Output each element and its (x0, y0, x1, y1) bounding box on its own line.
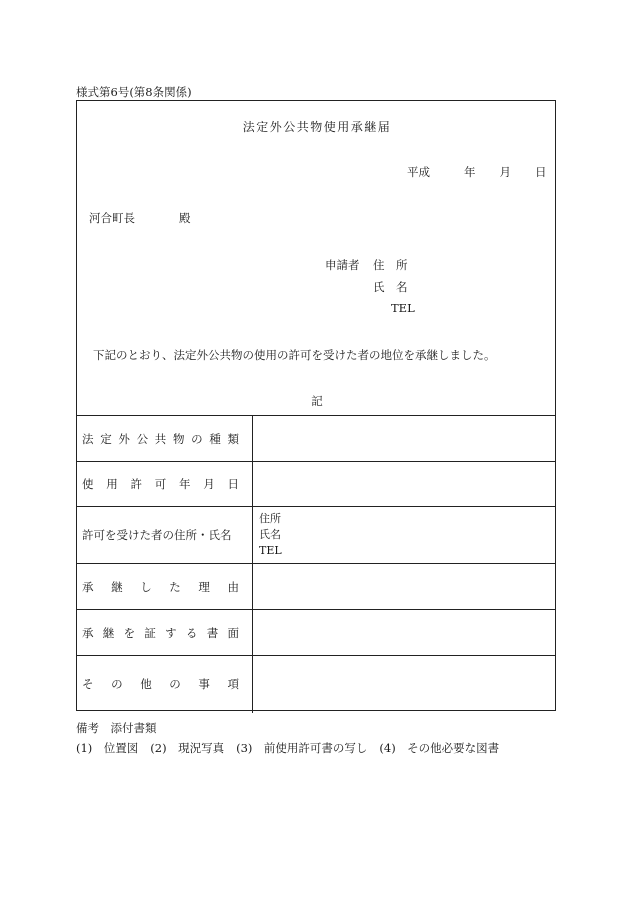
row-value-cell[interactable] (253, 656, 557, 713)
attachment-item: (3) 前使用許可書の写し (236, 741, 368, 755)
row-label-cell (76, 507, 253, 564)
label-char: 由 (227, 579, 239, 594)
attachment-item: (4) その他必要な図書 (379, 741, 500, 755)
row-label (82, 476, 239, 492)
row-label-cell (76, 462, 253, 507)
table-row (76, 416, 556, 462)
label-char: 法 (82, 431, 94, 446)
row-value-line: 住所 (259, 512, 281, 525)
row-label-cell (76, 656, 253, 713)
table-row (76, 462, 556, 507)
label-char: 承 (82, 579, 94, 594)
row-label-cell (76, 564, 253, 610)
label-char: を (123, 625, 136, 640)
row-label (82, 625, 239, 641)
label-char: 使 (82, 477, 94, 491)
form-title: 法定外公共物使用承継届 (242, 120, 392, 134)
label-char: 月 (203, 477, 215, 491)
date-era: 平成 (407, 165, 430, 179)
label-char: 許 (130, 477, 142, 491)
table-row (76, 507, 556, 564)
label-char: 理 (198, 579, 210, 594)
remarks-title: 備考 添付書類 (76, 721, 157, 735)
applicant-name-label: 氏 名 (373, 280, 408, 294)
form-frame (76, 100, 556, 711)
label-char: 外 (118, 431, 130, 446)
label-char: 事 (198, 677, 210, 692)
row-value-cell[interactable] (253, 507, 557, 564)
form-code: 様式第6号(第8条関係) (76, 85, 192, 99)
attachment-item: (1) 位置図 (76, 741, 139, 755)
table-row (76, 564, 556, 610)
label-char: る (185, 625, 198, 640)
row-label (82, 676, 239, 692)
label-char: 可 (154, 477, 167, 491)
row-label-cell (76, 416, 253, 462)
addressee-suffix: 殿 (179, 211, 191, 225)
row-value-line: TEL (259, 544, 282, 557)
date-line (407, 164, 547, 180)
label-char: 継 (102, 625, 115, 640)
row-value-cell[interactable] (253, 564, 557, 610)
label-char: 証 (144, 625, 156, 640)
label-char: 面 (227, 625, 239, 640)
label-char: 書 (206, 625, 219, 640)
addressee (89, 210, 191, 226)
label-char: 他 (140, 677, 152, 692)
label-char: の (111, 677, 123, 692)
attachment-item: (2) 現況写真 (150, 741, 225, 755)
date-day: 日 (535, 165, 547, 179)
label-char: そ (82, 677, 94, 692)
row-label (82, 579, 239, 595)
label-char: た (169, 579, 181, 594)
table-row (76, 656, 556, 713)
label-char: 共 (154, 431, 167, 446)
row-value-cell[interactable] (253, 462, 557, 507)
label-char: し (140, 579, 152, 594)
row-label: 許可を受けた者の住所・氏名 (82, 528, 232, 542)
label-char: の (191, 431, 203, 446)
label-char: す (165, 625, 177, 640)
row-value-cell[interactable] (253, 416, 557, 462)
label-char: 日 (227, 477, 239, 491)
applicant-tel-label: TEL (391, 301, 415, 315)
applicant-address-label: 住 所 (373, 258, 408, 272)
label-char: 年 (179, 477, 191, 491)
date-year: 年 (464, 165, 476, 179)
row-value-line: 氏名 (259, 528, 281, 541)
label-char: 承 (82, 625, 94, 640)
addressee-name: 河合町長 (89, 211, 135, 225)
label-char: 継 (111, 579, 123, 594)
label-char: 類 (227, 431, 239, 446)
row-label (82, 431, 239, 447)
label-char: 公 (136, 431, 149, 446)
ki-heading: 記 (311, 394, 323, 408)
applicant-label: 申請者 (325, 258, 360, 272)
label-char: 項 (227, 677, 239, 692)
row-label-cell (76, 610, 253, 656)
table-row (76, 610, 556, 656)
row-value-cell[interactable] (253, 610, 557, 656)
label-char: 種 (209, 431, 221, 446)
label-char: 用 (106, 477, 118, 491)
label-char: の (169, 677, 181, 692)
details-table (76, 415, 556, 713)
label-char: 定 (100, 431, 112, 446)
attachments-list (76, 740, 511, 756)
label-char: 物 (172, 431, 185, 446)
date-month: 月 (499, 165, 511, 179)
body-text: 下記のとおり、法定外公共物の使用の許可を受けた者の地位を承継しました。 (93, 348, 496, 362)
